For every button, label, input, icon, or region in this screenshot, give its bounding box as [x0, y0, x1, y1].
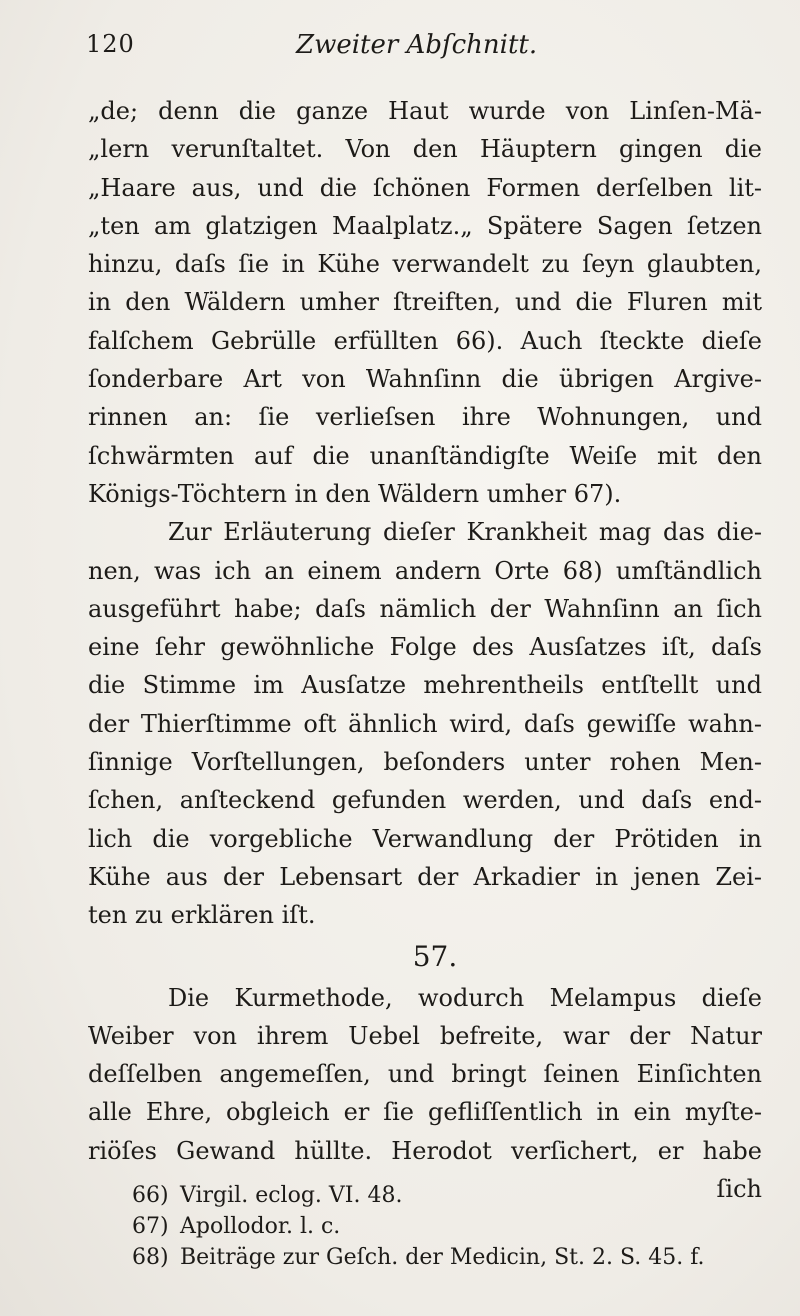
footnote-text: Virgil. eclog. VI. 48. [180, 1183, 403, 1208]
text-line: Königs-Töchtern in den Wäldern umher 67). [88, 479, 622, 508]
text-line: „lern verunſtaltet. Von den Häuptern gingen die [88, 135, 762, 164]
text-line: eine ſehr gewöhnliche Folge des Ausſatzes iſt, daſs [88, 633, 762, 662]
text-line: rinnen an: ſie verlieſsen ihre Wohnungen, und [88, 403, 762, 432]
footnote-text: Beiträge zur Geſch. der Medicin, St. 2. S. 45. f. [180, 1245, 705, 1270]
body-text [88, 92, 762, 1208]
text-line: deſſelben angemeſſen, und bringt ſeinen Einſichten [88, 1060, 762, 1089]
running-head: Zweiter Abſchnitt. [296, 30, 538, 60]
text-line: ſchwärmten auf die unanſtändigſte Weiſe mit den [88, 441, 762, 470]
text-line: riöſes Gewand hüllte. Herodot verſichert, er habe [88, 1136, 762, 1165]
text-line: ten zu erklären iſt. [88, 901, 316, 930]
footnote-number: 68) [132, 1245, 169, 1270]
footnotes [132, 1180, 772, 1273]
text-line: ſinnige Vorſtellungen, beſonders unter rohen Men- [88, 748, 762, 777]
text-line: „ten am glatzigen Maalplatz.„ Spätere Sagen ſetzen [88, 211, 762, 240]
page-number: 120 [86, 30, 135, 58]
text-line: in den Wäldern umher ſtreiften, und die Fluren mit [88, 288, 762, 317]
footnote-number: 66) [132, 1183, 169, 1208]
text-line: alle Ehre, obgleich er ſie gefliſſentlich in ein myſte- [88, 1098, 762, 1127]
footnote [132, 1180, 772, 1211]
section-number: 57. [412, 939, 458, 973]
text-line: die Stimme im Ausſatze mehrentheils entſtellt und [88, 671, 762, 700]
footnote [132, 1242, 772, 1273]
text-line: Zur Erläuterung dieſer Krankheit mag das die- [168, 518, 762, 547]
footnote-number: 67) [132, 1214, 169, 1239]
text-line: falſchem Gebrülle erfüllten 66). Auch ſteckte dieſe [88, 326, 762, 355]
text-line: der Thierſtimme oft ähnlich wird, daſs gewiſſe wahn- [88, 709, 762, 738]
page-header [86, 30, 786, 70]
text-line: „Haare aus, und die ſchönen Formen derſelben lit- [88, 173, 762, 202]
text-line: Die Kurmethode, wodurch Melampus dieſe [168, 983, 762, 1012]
text-line: Weiber von ihrem Uebel befreite, war der Natur [88, 1021, 762, 1050]
footnote-text: Apollodor. l. c. [180, 1214, 341, 1239]
text-line: ſchen, anſteckend gefunden werden, und daſs end- [88, 786, 762, 815]
text-line: ſonderbare Art von Wahnſinn die übrigen Argive- [88, 365, 762, 394]
catchword: ſich [716, 1175, 762, 1204]
text-line: lich die vorgebliche Verwandlung der Prötiden in [88, 824, 762, 853]
text-line: hinzu, daſs ſie in Kühe verwandelt zu ſeyn glaubten, [88, 250, 762, 279]
text-line: ausgeführt habe; daſs nämlich der Wahnſinn an ſich [88, 594, 762, 623]
text-line: Kühe aus der Lebensart der Arkadier in jenen Zei- [88, 862, 762, 891]
text-line: „de; denn die ganze Haut wurde von Linſen-Mä- [88, 97, 762, 125]
text-line: nen, was ich an einem andern Orte 68) umſtändlich [88, 556, 762, 585]
footnote [132, 1211, 772, 1242]
